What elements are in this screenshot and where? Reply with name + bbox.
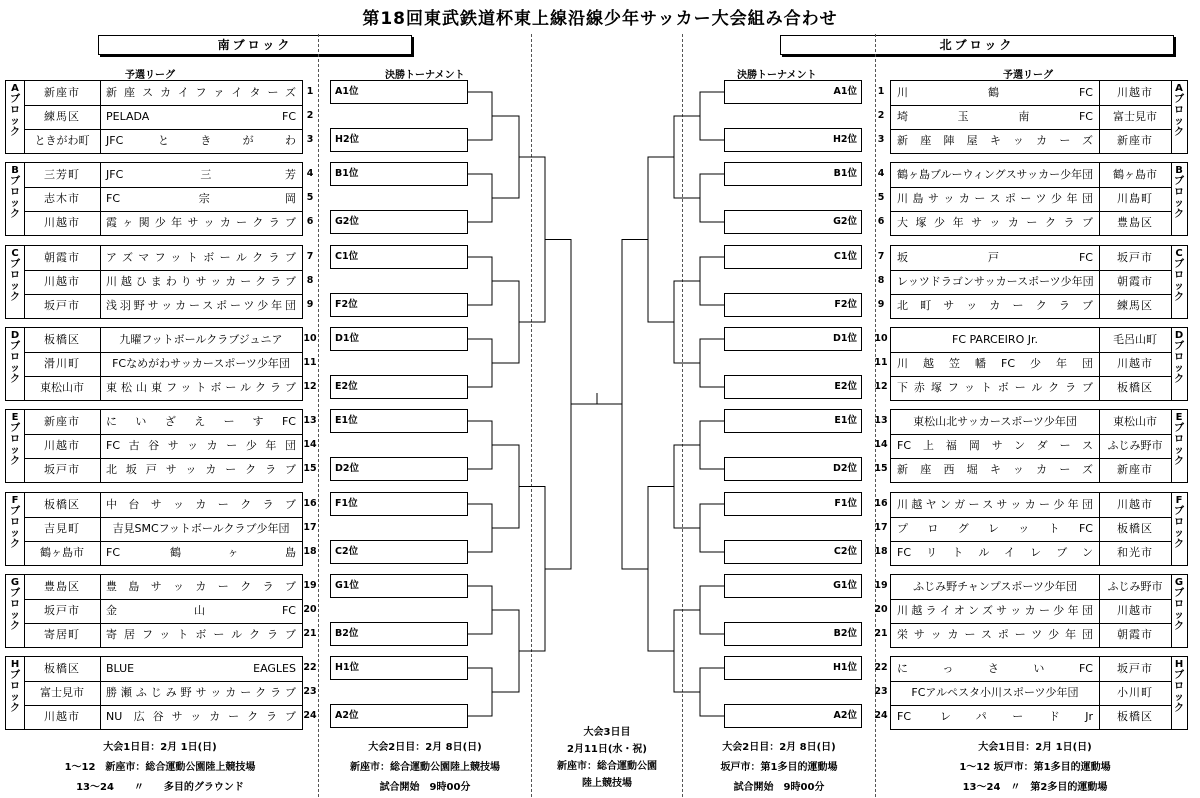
bracket-line (468, 339, 492, 387)
south-bracket-slot: D1位 (330, 327, 468, 351)
team-area: 川越市 (44, 710, 80, 723)
team-name: 大塚少年サッカークラブ (897, 216, 1093, 229)
team-name: BLUE EAGLES (106, 662, 296, 675)
block-label: Cブロック (1174, 248, 1184, 303)
bracket-line (519, 157, 545, 322)
seed-number: 8 (306, 275, 314, 286)
bracket-line (700, 586, 724, 634)
page-title: 第18回東武鉄道杯東上線沿線少年サッカー大会組み合わせ (362, 9, 838, 29)
note-line: 1～12 新座市：総合運動公園陸上競技場 (64, 762, 256, 773)
team-name: 川鶴FC (897, 86, 1093, 99)
bracket-line (700, 257, 724, 305)
south-day2-notes (320, 738, 530, 798)
bracket-line (468, 174, 492, 222)
seed-number: 14 (303, 439, 317, 450)
note-line: 坂戸市：第1多目的運動場 (720, 762, 838, 773)
team-name: 鶴ヶ島ブルーウィングスサッカー少年団 (897, 168, 1094, 181)
bracket-line (519, 487, 545, 652)
seed-number: 5 (306, 192, 314, 203)
team-name: 豊島サッカークラブ (106, 580, 296, 593)
seed-number: 2 (877, 110, 885, 121)
team-name: アズマフットボールクラブ (106, 251, 296, 264)
bracket-line (700, 92, 724, 140)
team-area: 新座市 (44, 415, 80, 428)
team-area: 富士見市 (40, 686, 84, 699)
team-name: 北坂戸サッカークラブ (106, 463, 296, 476)
team-area: 坂戸市 (44, 604, 80, 617)
bracket-line (492, 281, 519, 363)
north-bracket-slot: G2位 (724, 210, 862, 234)
team-area: 川越市 (1117, 604, 1153, 617)
seed-number: 6 (877, 216, 885, 227)
bracket-line (700, 421, 724, 469)
north-bracket-slot: G1位 (724, 574, 862, 598)
team-area: 練馬区 (1117, 299, 1153, 312)
south-day1-notes (20, 738, 300, 798)
team-area: 朝霞市 (1117, 275, 1153, 288)
team-name: レッツドラゴンサッカースポーツ少年団 (897, 275, 1094, 288)
south-bracket-slot: D2位 (330, 457, 468, 481)
bracket-line (468, 421, 492, 469)
north-bracket-slot: E1位 (724, 409, 862, 433)
team-name: 栄サッカースポーツ少年団 (897, 628, 1093, 641)
seed-number: 22 (874, 662, 888, 673)
team-area: 坂戸市 (44, 463, 80, 476)
north-day1-notes (890, 738, 1180, 798)
note-line: 新座市：総合運動公園陸上競技場 (350, 762, 500, 773)
block-label: Hブロック (10, 659, 20, 714)
team-area: 川越市 (1117, 86, 1153, 99)
seed-number: 11 (303, 357, 317, 368)
north-bracket-slot: C1位 (724, 245, 862, 269)
team-name: 北町サッカークラブ (897, 299, 1093, 312)
seed-number: 23 (303, 686, 317, 697)
seed-number: 20 (303, 604, 317, 615)
block-label: Gブロック (1174, 577, 1184, 632)
seed-number: 18 (303, 546, 317, 557)
team-name: 中台サッカークラブ (106, 498, 296, 511)
team-name: 埼玉南FC (897, 110, 1093, 123)
north-bracket-slot: F1位 (724, 492, 862, 516)
team-name: FCなめがわサッカースポーツ少年団 (112, 357, 290, 370)
bracket-line (700, 504, 724, 552)
team-area: 板橋区 (1117, 522, 1153, 535)
seed-number: 1 (877, 86, 885, 97)
north-bracket-slot: A2位 (724, 704, 862, 728)
bracket-line (622, 240, 648, 569)
note-line: 試合開始 9時00分 (733, 782, 825, 793)
block-label: Gブロック (10, 577, 20, 632)
team-area: 新座市 (1117, 463, 1153, 476)
bracket-line (468, 668, 492, 716)
team-area: 練馬区 (44, 110, 80, 123)
team-area: 板橋区 (1117, 710, 1153, 723)
team-area: 坂戸市 (1117, 662, 1153, 675)
bracket-line (700, 668, 724, 716)
block-label: Aブロック (1174, 83, 1184, 138)
block-label: Aブロック (10, 83, 20, 138)
seed-number: 18 (874, 546, 888, 557)
seed-number: 16 (874, 498, 888, 509)
block-label: Eブロック (1174, 412, 1184, 467)
seed-number: 7 (306, 251, 314, 262)
block-label: Fブロック (1174, 495, 1184, 550)
team-area: ふじみ野市 (1107, 439, 1163, 452)
team-name: 下赤塚フットボールクラブ (897, 381, 1093, 394)
note-line: 13～24 〃 多目的グラウンド (76, 782, 244, 793)
note-line: 大会1日目：2月 1日(日) (978, 742, 1092, 753)
north-bracket-slot: H2位 (724, 128, 862, 152)
team-name: NU 広谷サッカークラブ (106, 710, 296, 723)
team-area: 川島町 (1117, 192, 1153, 205)
team-name: にっさいFC (897, 662, 1093, 675)
team-name: 勝瀬ふじみ野サッカークラブ (106, 686, 296, 699)
team-name: FC上福岡サンダース (897, 439, 1093, 452)
north-bracket-slot: A1位 (724, 80, 862, 104)
team-name: 川島サッカースポーツ少年団 (897, 192, 1093, 205)
team-area: 鶴ヶ島市 (1113, 168, 1157, 181)
team-name: プログレットFC (897, 522, 1093, 535)
team-area: 朝霞市 (44, 251, 80, 264)
team-area: 川越市 (44, 439, 80, 452)
block-label: Bブロック (10, 165, 20, 220)
team-area: 豊島区 (44, 580, 80, 593)
north-bracket-slot: E2位 (724, 375, 862, 399)
seed-number: 9 (877, 299, 885, 310)
south-bracket-slot: G2位 (330, 210, 468, 234)
seed-number: 3 (306, 134, 314, 145)
team-area: 川越市 (1117, 357, 1153, 370)
south-tournament-label: 決勝トーナメント (385, 70, 465, 81)
block-label: Hブロック (1174, 659, 1184, 714)
team-name: 新座陣屋キッカーズ (897, 134, 1093, 147)
block-label: Bブロック (1174, 165, 1184, 220)
north-bracket-slot: D1位 (724, 327, 862, 351)
team-area: 三芳町 (44, 168, 80, 181)
team-name: PELADA FC (106, 110, 296, 123)
bracket-line (468, 586, 492, 634)
team-area: 新座市 (44, 86, 80, 99)
seed-number: 24 (874, 710, 888, 721)
seed-number: 4 (306, 168, 314, 179)
south-bracket-slot: H2位 (330, 128, 468, 152)
team-name: 東松山東フットボールクラブ (106, 381, 296, 394)
team-name: 金山FC (106, 604, 296, 617)
bracket-line (492, 610, 519, 692)
team-area: ときがわ町 (34, 134, 90, 147)
seed-number: 21 (303, 628, 317, 639)
team-name: FC PARCEIRO Jr. (952, 333, 1038, 346)
north-league-label: 予選リーグ (1003, 70, 1053, 81)
team-area: 東松山市 (40, 381, 84, 394)
note-line: 1～12 坂戸市：第1多目的運動場 (959, 762, 1111, 773)
seed-number: 8 (877, 275, 885, 286)
team-area: 小川町 (1117, 686, 1153, 699)
south-bracket-slot: A2位 (330, 704, 468, 728)
note-line: 大会3日目 (583, 727, 631, 738)
team-name: 霞ヶ関少年サッカークラブ (106, 216, 296, 229)
team-area: 和光市 (1117, 546, 1153, 559)
team-name: にいざえーすFC (106, 415, 296, 428)
bracket-line (468, 92, 492, 140)
seed-number: 4 (877, 168, 885, 179)
south-bracket-slot: H1位 (330, 656, 468, 680)
block-label: Cブロック (10, 248, 20, 303)
bracket-line (648, 487, 674, 652)
team-area: 板橋区 (44, 662, 80, 675)
bracket-line (648, 157, 674, 322)
team-area: 富士見市 (1113, 110, 1157, 123)
note-line: 13～24 〃 第2多目的運動場 (962, 782, 1108, 793)
team-name: 川越ライオンズサッカー少年団 (897, 604, 1093, 617)
south-bracket-slot: B2位 (330, 622, 468, 646)
bracket-line (674, 445, 700, 528)
team-area: 豊島区 (1117, 216, 1153, 229)
bracket-line (545, 240, 571, 569)
north-bracket-slot: D2位 (724, 457, 862, 481)
seed-number: 5 (877, 192, 885, 203)
seed-number: 22 (303, 662, 317, 673)
note-line: 大会2日目：2月 8日(日) (368, 742, 482, 753)
south-bracket-slot: C2位 (330, 540, 468, 564)
note-line: 2月11日(水・祝) (566, 744, 647, 755)
note-line: 新座市：総合運動公園 (557, 761, 657, 772)
seed-number: 10 (303, 333, 317, 344)
team-area: 板橋区 (1117, 381, 1153, 394)
team-name: 九曜フットボールクラブジュニア (119, 333, 283, 346)
team-area: 志木市 (44, 192, 80, 205)
team-name: FC 鶴ヶ島 (106, 546, 296, 559)
bracket-line (468, 504, 492, 552)
south-bracket-slot: B1位 (330, 162, 468, 186)
team-area: 坂戸市 (1117, 251, 1153, 264)
north-bracket-slot: F2位 (724, 293, 862, 317)
team-area: 滑川町 (44, 357, 80, 370)
seed-number: 16 (303, 498, 317, 509)
team-name: JFC ときがわ (106, 134, 296, 147)
seed-number: 23 (874, 686, 888, 697)
team-name: 川越ひまわりサッカークラブ (106, 275, 296, 288)
note-line: 大会2日目：2月 8日(日) (722, 742, 836, 753)
seed-number: 20 (874, 604, 888, 615)
seed-number: 15 (303, 463, 317, 474)
team-area: 東松山市 (1113, 415, 1157, 428)
seed-number: 19 (303, 580, 317, 591)
team-area: 寄居町 (44, 628, 80, 641)
seed-number: 24 (303, 710, 317, 721)
seed-number: 7 (877, 251, 885, 262)
team-area: 新座市 (1117, 134, 1153, 147)
bracket-line (674, 610, 700, 692)
team-name: 坂戸FC (897, 251, 1093, 264)
team-name: 川越ヤンガースサッカー少年団 (897, 498, 1093, 511)
north-block-header: 北ブロック (780, 35, 1174, 55)
bracket-line (700, 174, 724, 222)
seed-number: 1 (306, 86, 314, 97)
seed-number: 12 (303, 381, 317, 392)
team-area: 板橋区 (44, 333, 80, 346)
team-name: 新座西堀キッカーズ (897, 463, 1093, 476)
team-name: 新座スカイファイターズ (106, 86, 296, 99)
bracket-line (468, 257, 492, 305)
team-area: ふじみ野市 (1107, 580, 1163, 593)
south-bracket-slot: C1位 (330, 245, 468, 269)
south-bracket-slot: F2位 (330, 293, 468, 317)
north-bracket-slot: B2位 (724, 622, 862, 646)
seed-number: 21 (874, 628, 888, 639)
team-area: 川越市 (44, 216, 80, 229)
seed-number: 14 (874, 439, 888, 450)
seed-number: 10 (874, 333, 888, 344)
north-bracket-slot: C2位 (724, 540, 862, 564)
south-block-header: 南ブロック (98, 35, 412, 55)
north-bracket-slot: B1位 (724, 162, 862, 186)
team-area: 板橋区 (44, 498, 80, 511)
block-label: Fブロック (10, 495, 20, 550)
team-name: FCリトルイレブン (897, 546, 1093, 559)
north-bracket-slot: H1位 (724, 656, 862, 680)
bracket-line (492, 445, 519, 528)
team-name: 川越笠幡FC少年団 (897, 357, 1093, 370)
team-name: ふじみ野チャンプスポーツ少年団 (913, 580, 1077, 593)
team-area: 川越市 (44, 275, 80, 288)
team-name: 東松山北サッカースポーツ少年団 (913, 415, 1077, 428)
north-day2-notes (684, 738, 874, 798)
bracket-line (674, 116, 700, 198)
team-name: FCアルペスタ小川スポーツ少年団 (911, 686, 1079, 699)
team-area: 吉見町 (44, 522, 80, 535)
seed-number: 13 (303, 415, 317, 426)
seed-number: 3 (877, 134, 885, 145)
team-name: 寄居フットボールクラブ (106, 628, 296, 641)
bracket-line (700, 339, 724, 387)
team-name: FC古谷サッカー少年団 (106, 439, 296, 452)
seed-number: 9 (306, 299, 314, 310)
note-line: 陸上競技場 (582, 778, 632, 789)
seed-number: 17 (303, 522, 317, 533)
south-bracket-slot: G1位 (330, 574, 468, 598)
north-tournament-label: 決勝トーナメント (737, 70, 817, 81)
south-bracket-slot: E1位 (330, 409, 468, 433)
seed-number: 11 (874, 357, 888, 368)
team-area: 川越市 (1117, 498, 1153, 511)
team-area: 坂戸市 (44, 299, 80, 312)
south-bracket-slot: A1位 (330, 80, 468, 104)
block-label: Dブロック (10, 330, 20, 385)
seed-number: 12 (874, 381, 888, 392)
seed-number: 19 (874, 580, 888, 591)
south-bracket-slot: F1位 (330, 492, 468, 516)
note-line: 試合開始 9時00分 (379, 782, 471, 793)
south-league-label: 予選リーグ (125, 70, 175, 81)
seed-number: 15 (874, 463, 888, 474)
team-name: FC 宗岡 (106, 192, 296, 205)
team-area: 毛呂山町 (1113, 333, 1157, 346)
note-line: 大会1日目：2月 1日(日) (103, 742, 217, 753)
team-area: 鶴ヶ島市 (40, 546, 84, 559)
block-label: Eブロック (10, 412, 20, 467)
team-name: 浅羽野サッカースポーツ少年団 (106, 299, 296, 312)
bracket-line (492, 116, 519, 198)
team-name: JFC 三芳 (106, 168, 296, 181)
day3-notes (532, 724, 682, 792)
seed-number: 13 (874, 415, 888, 426)
seed-number: 17 (874, 522, 888, 533)
team-name: FC レパードJr (897, 710, 1093, 723)
south-bracket-slot: E2位 (330, 375, 468, 399)
seed-number: 6 (306, 216, 314, 227)
seed-number: 2 (306, 110, 314, 121)
block-label: Dブロック (1174, 330, 1184, 385)
bracket-line (674, 281, 700, 363)
team-name: 吉見SMCフットボールクラブ少年団 (112, 522, 290, 535)
team-area: 朝霞市 (1117, 628, 1153, 641)
